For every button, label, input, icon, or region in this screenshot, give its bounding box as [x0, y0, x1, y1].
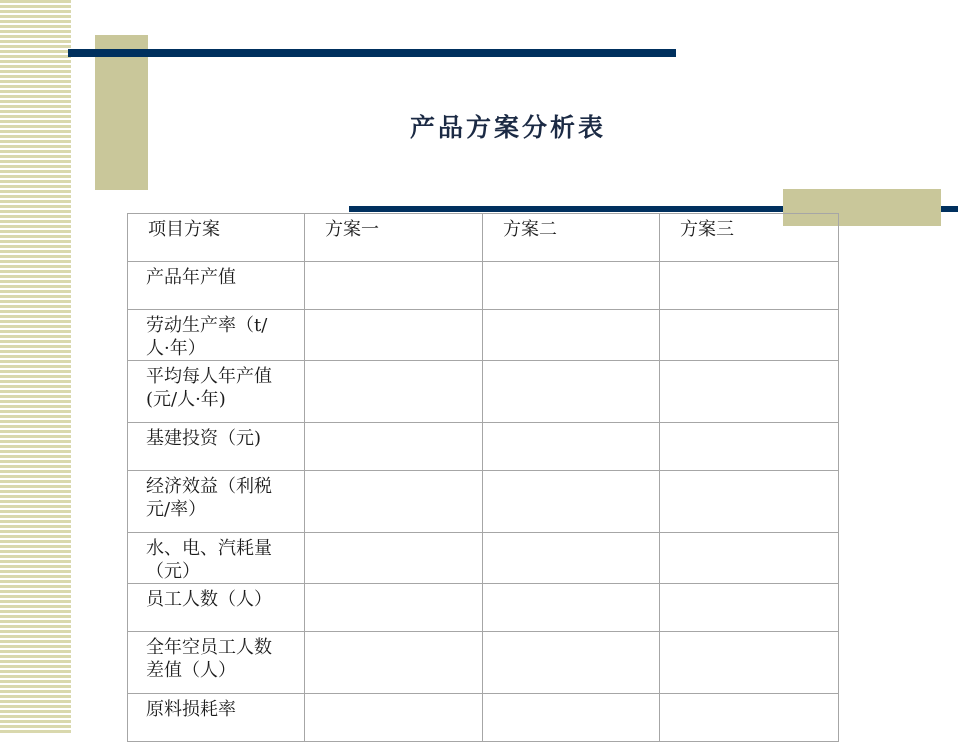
slide-title: 产品方案分析表 — [410, 113, 607, 142]
table-cell — [660, 533, 839, 584]
table-cell — [305, 262, 483, 310]
table-cell — [483, 361, 660, 423]
table-cell — [483, 423, 660, 471]
decorative-bar-top — [68, 49, 676, 57]
table-cell — [305, 310, 483, 361]
table-cell — [483, 632, 660, 694]
header-cell-item: 项目方案 — [128, 214, 305, 262]
table-cell — [660, 310, 839, 361]
row-label: 基建投资（元) — [128, 423, 305, 471]
table-cell — [660, 423, 839, 471]
table-cell — [305, 533, 483, 584]
table-row — [128, 423, 839, 471]
row-label: 平均每人年产值(元/人·年) — [128, 361, 305, 423]
row-label: 经济效益（利税元/率） — [128, 471, 305, 533]
row-label: 员工人数（人） — [128, 584, 305, 632]
table-cell — [660, 471, 839, 533]
table-cell — [305, 361, 483, 423]
row-label: 原料损耗率 — [128, 694, 305, 742]
table-header-row — [128, 214, 839, 262]
table-cell — [483, 584, 660, 632]
row-label: 全年空员工人数差值（人） — [128, 632, 305, 694]
plan-analysis-table — [127, 213, 839, 742]
table-cell — [483, 694, 660, 742]
table-cell — [660, 694, 839, 742]
table-cell — [660, 262, 839, 310]
table-cell — [305, 423, 483, 471]
row-label: 劳动生产率（t/人·年） — [128, 310, 305, 361]
table-row — [128, 310, 839, 361]
table-cell — [660, 632, 839, 694]
table-cell — [305, 584, 483, 632]
table-cell — [660, 361, 839, 423]
table-cell — [305, 694, 483, 742]
row-label: 水、电、汽耗量（元） — [128, 533, 305, 584]
decorative-block-left — [95, 35, 148, 190]
header-cell-plan-2: 方案二 — [483, 214, 660, 262]
table-row — [128, 262, 839, 310]
header-cell-plan-3: 方案三 — [660, 214, 839, 262]
decorative-stripe-band — [0, 0, 71, 735]
table-row — [128, 632, 839, 694]
table-cell — [305, 471, 483, 533]
table-cell — [483, 310, 660, 361]
header-cell-plan-1: 方案一 — [305, 214, 483, 262]
table-row — [128, 584, 839, 632]
table-cell — [483, 533, 660, 584]
table-cell — [483, 262, 660, 310]
table-cell — [660, 584, 839, 632]
row-label: 产品年产值 — [128, 262, 305, 310]
table-cell — [483, 471, 660, 533]
table-row — [128, 533, 839, 584]
table-cell — [305, 632, 483, 694]
table-row — [128, 471, 839, 533]
table-row — [128, 361, 839, 423]
table-row — [128, 694, 839, 742]
